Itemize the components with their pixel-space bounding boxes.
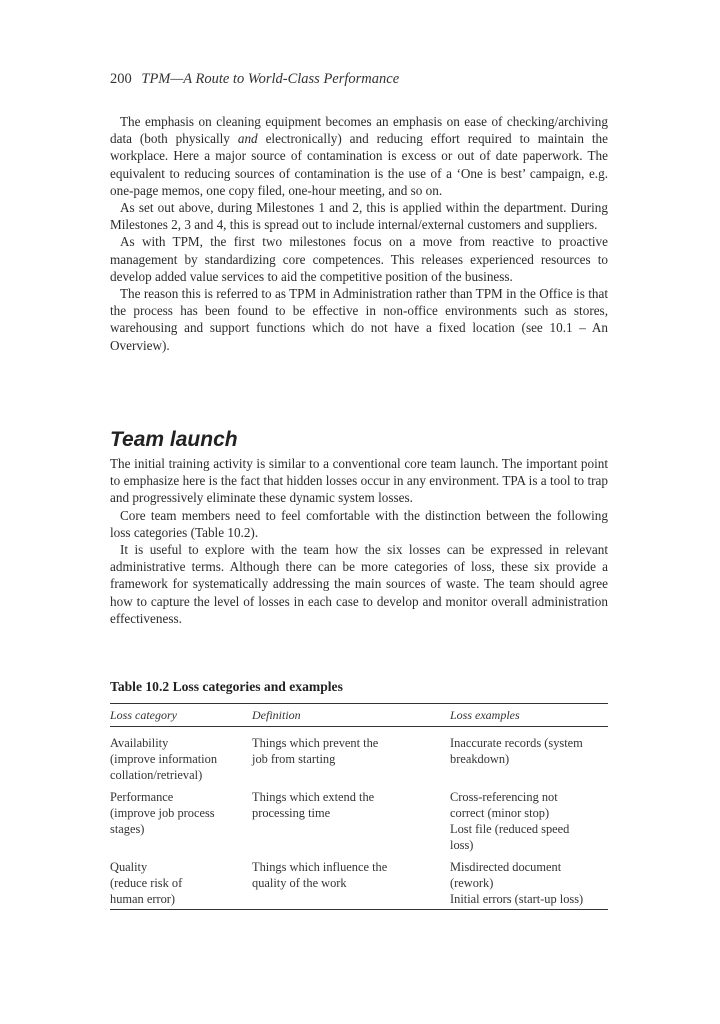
column-header: Definition: [252, 704, 450, 727]
cell-line: Things which prevent the: [252, 736, 379, 750]
cell-line: loss): [450, 838, 474, 852]
paragraph: The reason this is referred to as TPM in Administration rather than TPM in the Office is that the process has been found to be effective in non-office environments such as stores, warehousing and support functions which do not have a fixed location (see 10.1 – An Overview).: [110, 286, 608, 353]
table-row: [110, 783, 608, 853]
running-header: [110, 71, 399, 88]
table-cell: [450, 783, 608, 853]
section-heading: Team launch: [110, 428, 238, 451]
cell-line: breakdown): [450, 752, 510, 766]
cell-line: Things which extend the: [252, 790, 375, 804]
cell-line: (improve information: [110, 752, 218, 766]
table-cell: [252, 853, 450, 910]
paragraph: [110, 113, 608, 199]
table-cell: [110, 727, 252, 784]
paragraph: Core team members need to feel comfortable with the distinction between the following loss categories (Table 10.2).: [110, 507, 608, 540]
table-cell: [450, 727, 608, 784]
cell-line: human error): [110, 892, 176, 906]
cell-line: job from starting: [252, 752, 336, 766]
cell-line: (reduce risk of: [110, 876, 183, 890]
section-text: [110, 455, 608, 627]
cell-line: (rework): [450, 876, 494, 890]
cell-line: Lost file (reduced speed: [450, 822, 570, 836]
paragraph: As set out above, during Milestones 1 and 2, this is applied within the department. During Milestones 2, 3 and 4, this is spread out to include internal/external customers and suppliers.: [110, 200, 608, 233]
column-header: Loss category: [110, 704, 252, 727]
table-cell: [252, 783, 450, 853]
cell-line: Quality: [110, 860, 148, 874]
column-header: Loss examples: [450, 704, 608, 727]
cell-line: processing time: [252, 806, 331, 820]
table-cell: [450, 853, 608, 910]
page-number: 200: [110, 71, 132, 87]
cell-line: Things which influence the: [252, 860, 388, 874]
intro-text: [110, 113, 608, 354]
paragraph-text: electronically) and reducing effort required to maintain the workplace. Here a major source of contamination is excess or out of date paperwork. The equivalent to reducing sources of contamination is the use of a ‘One is best’ campaign, e.g. one-page memos, one copy filed, one-hour meeting, and so on.: [110, 131, 608, 198]
cell-line: Performance: [110, 790, 174, 804]
running-title: TPM—A Route to World-Class Performance: [141, 71, 400, 87]
loss-categories-table: [110, 703, 608, 910]
table-cell: [110, 783, 252, 853]
table-header-row: [110, 704, 608, 727]
table-caption: Table 10.2 Loss categories and examples: [110, 679, 343, 694]
cell-line: collation/retrieval): [110, 768, 203, 782]
paragraph-text: The emphasis on cleaning equipment becomes an emphasis on ease of checking/archiving data (both physically: [110, 114, 608, 147]
paragraph: As with TPM, the first two milestones focus on a move from reactive to proactive management by standardizing core competences. This releases experienced resources to develop added value services to aid the competitive position of the business.: [110, 234, 608, 284]
cell-line: quality of the work: [252, 876, 347, 890]
cell-line: (improve job process: [110, 806, 215, 820]
table-cell: [110, 853, 252, 910]
cell-line: Availability: [110, 736, 169, 750]
table-cell: [252, 727, 450, 784]
table-row: [110, 727, 608, 784]
table-row: [110, 853, 608, 910]
paragraph: The initial training activity is similar to a conventional core team launch. The important point to emphasize here is the fact that hidden losses occur in any environment. TPA is a tool to trap and progressively eliminate these dynamic system losses.: [110, 456, 608, 506]
cell-line: Inaccurate records (system: [450, 736, 583, 750]
paragraph: It is useful to explore with the team how the six losses can be expressed in relevant administrative terms. Although there can be more categories of loss, these six provide a framework for systematically addressing the main sources of waste. The team should agree how to capture the level of losses in each case to develop and monitor overall administration effectiveness.: [110, 542, 608, 626]
emphasis-text: and: [237, 131, 258, 147]
cell-line: correct (minor stop): [450, 806, 550, 820]
cell-line: stages): [110, 822, 145, 836]
cell-line: Misdirected document: [450, 860, 562, 874]
cell-line: Initial errors (start-up loss): [450, 892, 584, 906]
cell-line: Cross-referencing not: [450, 790, 558, 804]
